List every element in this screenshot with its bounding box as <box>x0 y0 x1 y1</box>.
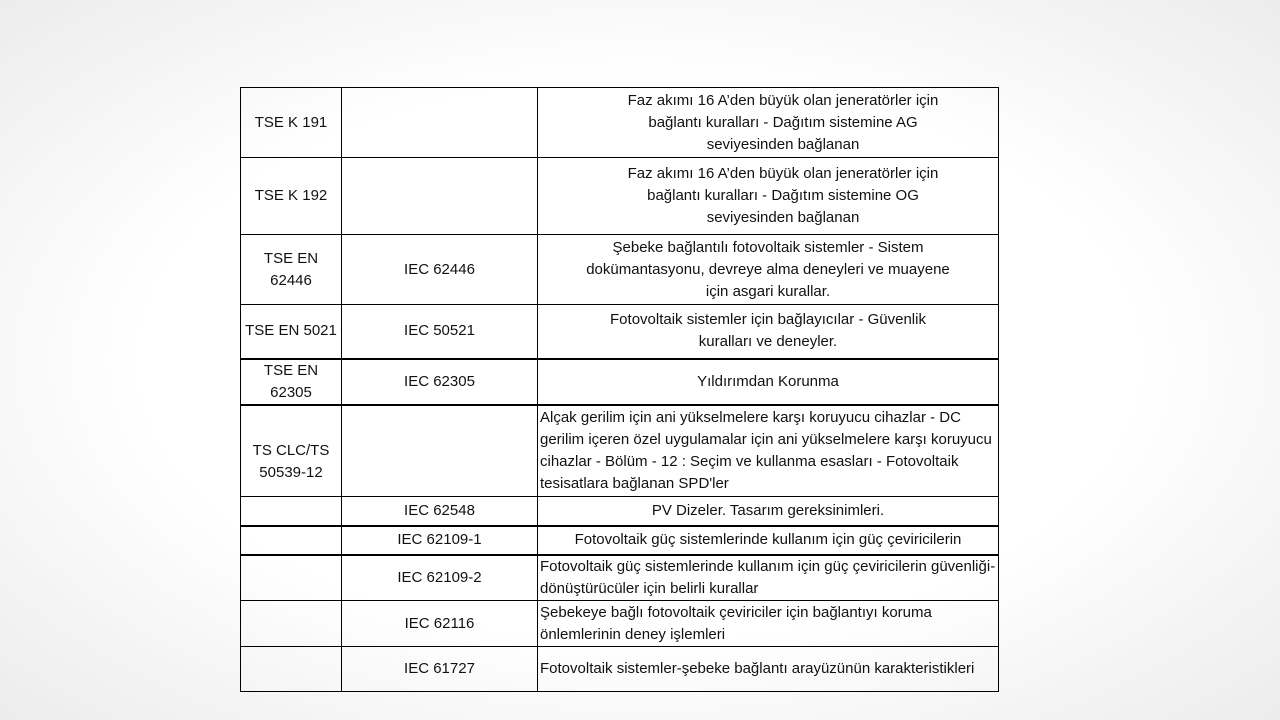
iec-standard-cell: IEC 62305 <box>342 359 538 405</box>
table-row <box>241 601 999 647</box>
description-cell: PV Dizeler. Tasarım gereksinimleri. <box>538 497 999 526</box>
ts-standard-cell: TSE K 192 <box>241 158 342 235</box>
table-row <box>241 526 999 555</box>
table-row <box>241 555 999 601</box>
table-row <box>241 405 999 497</box>
iec-standard-cell: IEC 62109-2 <box>342 555 538 601</box>
description-cell: Fotovoltaik sistemler-şebeke bağlantı arayüzünün karakteristikleri <box>538 647 999 692</box>
table-row <box>241 359 999 405</box>
description-cell: Şebeke bağlantılı fotovoltaik sistemler - Sistem dokümantasyonu, devreye alma deneyleri ve muayene için asgari kurallar. <box>538 235 999 305</box>
description-cell: Faz akımı 16 A’den büyük olan jeneratörler için bağlantı kuralları - Dağıtım sistemine OG seviyesinden bağlanan <box>538 158 999 235</box>
iec-standard-cell <box>342 88 538 158</box>
ts-standard-cell <box>241 497 342 526</box>
ts-standard-cell <box>241 601 342 647</box>
table-row <box>241 647 999 692</box>
iec-standard-cell: IEC 62548 <box>342 497 538 526</box>
description-cell: Fotovoltaik sistemler için bağlayıcılar - Güvenlik kuralları ve deneyler. <box>538 305 999 359</box>
description-cell: Fotovoltaik güç sistemlerinde kullanım için güç çeviricilerin <box>538 526 999 555</box>
iec-standard-cell: IEC 50521 <box>342 305 538 359</box>
table-row <box>241 305 999 359</box>
iec-standard-cell: IEC 62446 <box>342 235 538 305</box>
description-cell: Yıldırımdan Korunma <box>538 359 999 405</box>
table-row <box>241 497 999 526</box>
description-cell: Faz akımı 16 A’den büyük olan jeneratörler için bağlantı kuralları - Dağıtım sistemine AG seviyesinden bağlanan <box>538 88 999 158</box>
standards-table <box>240 87 999 692</box>
ts-standard-cell: TS CLC/TS 50539-12 <box>241 405 342 497</box>
ts-standard-cell <box>241 555 342 601</box>
ts-standard-cell: TSE EN 62305 <box>241 359 342 405</box>
ts-standard-cell: TSE EN 62446 <box>241 235 342 305</box>
table-row <box>241 158 999 235</box>
iec-standard-cell: IEC 61727 <box>342 647 538 692</box>
description-cell: Alçak gerilim için ani yükselmelere karşı koruyucu cihazlar - DC gerilim içeren özel uygulamalar için ani yükselmelere karşı koruyucu cihazlar - Bölüm - 12 : Seçim ve kullanma esasları - Fotovoltaik tesisatlara bağlanan SPD'ler <box>538 405 999 497</box>
ts-standard-cell <box>241 526 342 555</box>
ts-standard-cell: TSE EN 5021 <box>241 305 342 359</box>
iec-standard-cell <box>342 158 538 235</box>
description-cell: Fotovoltaik güç sistemlerinde kullanım için güç çeviricilerin güvenliği-dönüştürücüler için belirli kurallar <box>538 555 999 601</box>
table-row <box>241 88 999 158</box>
iec-standard-cell <box>342 405 538 497</box>
table-row <box>241 235 999 305</box>
ts-standard-cell: TSE K 191 <box>241 88 342 158</box>
iec-standard-cell: IEC 62116 <box>342 601 538 647</box>
ts-standard-cell <box>241 647 342 692</box>
description-cell: Şebekeye bağlı fotovoltaik çeviriciler için bağlantıyı koruma önlemlerinin deney işlemleri <box>538 601 999 647</box>
iec-standard-cell: IEC 62109-1 <box>342 526 538 555</box>
